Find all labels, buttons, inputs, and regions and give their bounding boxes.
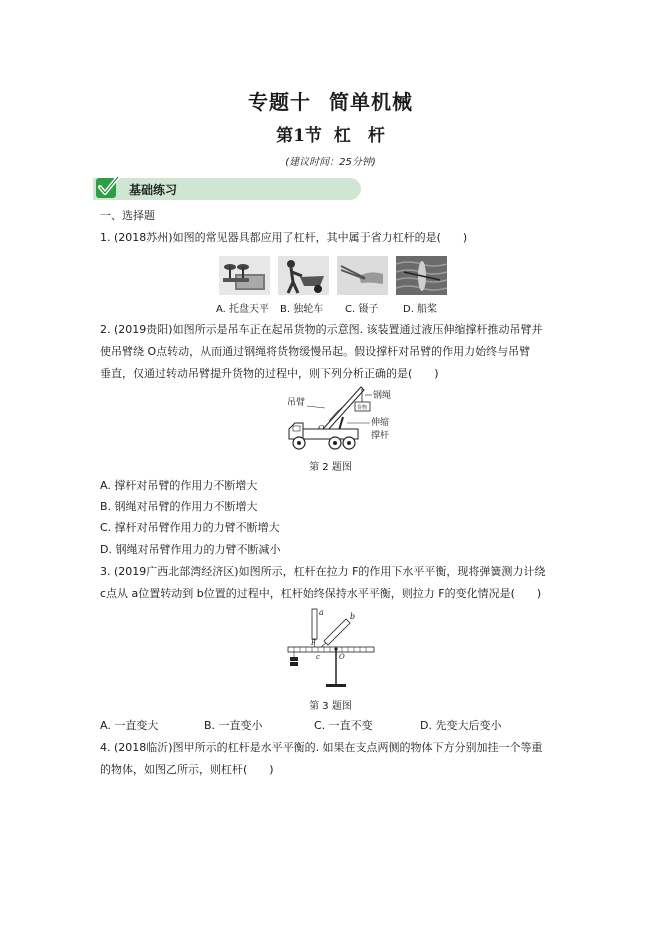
tweezers-photo bbox=[337, 256, 388, 295]
question-2-line-2: 使吊臂绕 O点转动，从而通过钢绳将货物缓慢吊起。假设撑杆对吊臂的作用力始终与吊臂 bbox=[100, 345, 531, 358]
chapter-title: 专题十 简单机械 bbox=[248, 90, 413, 114]
balance-scale-photo bbox=[219, 256, 270, 295]
lever-diagram bbox=[282, 605, 377, 689]
check-icon bbox=[95, 174, 121, 200]
wheelbarrow-photo bbox=[278, 256, 329, 295]
section-banner bbox=[93, 178, 361, 200]
lever-label-c: c bbox=[316, 653, 320, 661]
q1-option-a: A. 托盘天平 bbox=[216, 304, 270, 315]
q1-option-d: D. 船桨 bbox=[403, 304, 438, 315]
question-2-line-3: 垂直，仅通过转动吊臂提升货物的过程中，则下列分析正确的是( ) bbox=[100, 367, 439, 380]
question-3-line-1: 3. (2019广西北部湾经济区)如图所示，杠杆在拉力 F的作用下水平平衡，现将弹簧测力计绕 bbox=[100, 565, 546, 578]
lever-label-o: O bbox=[339, 653, 345, 661]
oar-photo bbox=[396, 256, 447, 295]
q3-option-a: A. 一直变大 bbox=[100, 719, 159, 732]
section-banner-label: 基础练习 bbox=[129, 183, 178, 197]
q2-option-b: B. 钢绳对吊臂的作用力不断增大 bbox=[100, 500, 258, 513]
question-1-text: 1. (2018苏州)如图的常见器具都应用了杠杆，其中属于省力杠杆的是( ) bbox=[100, 231, 468, 244]
lever-label-a: a bbox=[319, 608, 324, 617]
q3-option-d: D. 先变大后变小 bbox=[420, 719, 502, 732]
crane-diagram bbox=[285, 383, 403, 453]
figure-2-caption: 第 2 题图 bbox=[309, 462, 352, 473]
crane-label-strut-2: 撑杆 bbox=[371, 431, 390, 441]
lever-label-f: F bbox=[311, 639, 316, 647]
lever-label-b: b bbox=[350, 612, 356, 621]
crane-label-cargo: 货物 bbox=[357, 405, 368, 411]
q3-options bbox=[100, 717, 501, 733]
q2-option-a: A. 撑杆对吊臂的作用力不断增大 bbox=[100, 479, 258, 492]
figure-3-caption: 第 3 题图 bbox=[309, 701, 352, 712]
q1-option-c: C. 镊子 bbox=[345, 304, 379, 315]
section-title: 第1节 杠 杆 bbox=[276, 126, 385, 146]
suggested-time-note: (建议时间：25分钟) bbox=[285, 157, 376, 168]
question-4-line-2: 的物体，如图乙所示，则杠杆( ) bbox=[100, 763, 274, 776]
crane-label-boom: 吊臂 bbox=[287, 398, 306, 408]
crane-label-rope: 钢绳 bbox=[373, 391, 392, 401]
q2-option-c: C. 撑杆对吊臂作用力的力臂不断增大 bbox=[100, 521, 280, 534]
q3-option-c: C. 一直不变 bbox=[314, 719, 373, 732]
q1-option-b: B. 独轮车 bbox=[280, 304, 324, 315]
question-4-line-1: 4. (2018临沂)图甲所示的杠杆是水平平衡的. 如果在支点两侧的物体下方分别加挂一个等重 bbox=[100, 741, 543, 754]
question-2-line-1: 2. (2019贵阳)如图所示是吊车正在起吊货物的示意图. 该装置通过液压伸缩撑杆推动吊臂并 bbox=[100, 323, 543, 336]
crane-label-strut-1: 伸缩 bbox=[371, 418, 390, 428]
q2-option-d: D. 钢绳对吊臂作用力的力臂不断减小 bbox=[100, 543, 281, 556]
question-3-line-2: c点从 a位置转动到 b位置的过程中，杠杆始终保持水平平衡，则拉力 F的变化情况是( ) bbox=[100, 587, 542, 600]
q3-option-b: B. 一直变小 bbox=[204, 719, 263, 732]
part-heading: 一、选择题 bbox=[100, 209, 155, 222]
